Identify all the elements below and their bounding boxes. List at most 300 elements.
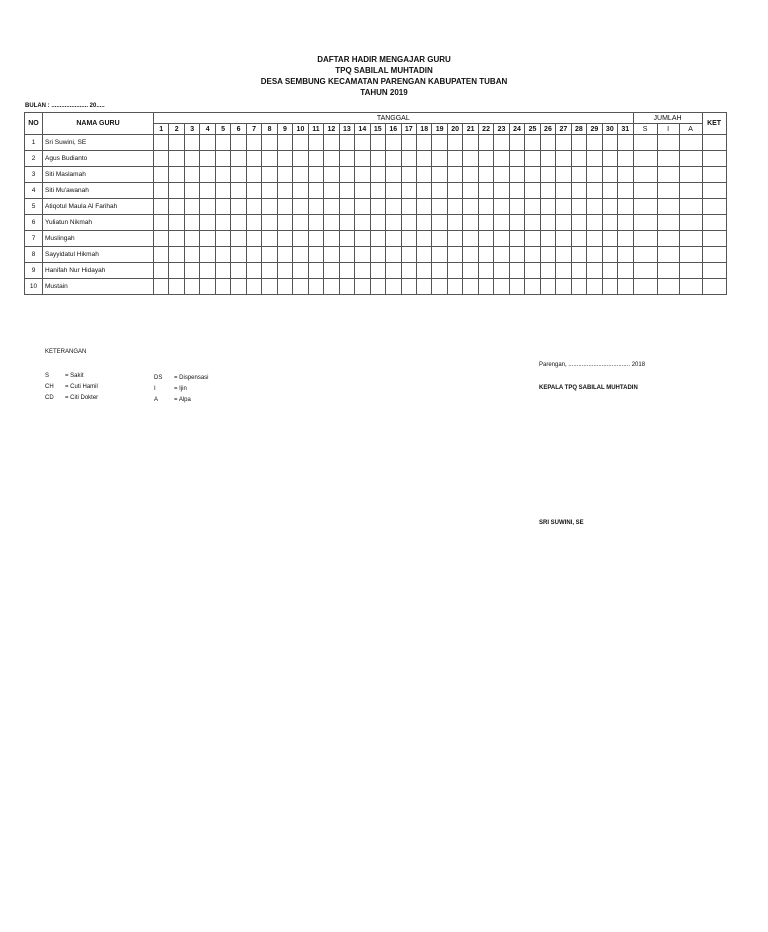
ket-cell (702, 135, 726, 151)
day-cell (200, 263, 215, 279)
header-day-5: 5 (215, 124, 230, 135)
jumlah-cell (633, 151, 657, 167)
day-cell (262, 247, 277, 263)
header-jumlah-s: S (633, 124, 657, 135)
header-day-11: 11 (308, 124, 323, 135)
day-cell (293, 167, 308, 183)
table-row (25, 199, 727, 215)
day-cell (324, 199, 339, 215)
ket-cell (702, 215, 726, 231)
day-cell (308, 263, 323, 279)
day-cell (587, 199, 602, 215)
header-day-10: 10 (293, 124, 308, 135)
day-cell (386, 247, 401, 263)
teacher-name: Sayyidatul Hikmah (43, 247, 154, 263)
day-cell (231, 167, 246, 183)
day-cell (370, 183, 385, 199)
day-cell (293, 263, 308, 279)
day-cell (401, 215, 416, 231)
header-day-9: 9 (277, 124, 292, 135)
day-cell (509, 199, 524, 215)
day-cell (525, 151, 540, 167)
legend-code: A (154, 397, 159, 403)
row-number: 5 (25, 199, 43, 215)
signature-date-line: Parengan, ..................................... 2018 (539, 362, 646, 368)
jumlah-cell (633, 199, 657, 215)
day-cell (308, 247, 323, 263)
jumlah-cell (657, 135, 679, 151)
day-cell (277, 151, 292, 167)
day-cell (262, 263, 277, 279)
day-cell (339, 247, 354, 263)
day-cell (200, 183, 215, 199)
day-cell (169, 247, 184, 263)
day-cell (215, 135, 230, 151)
day-cell (618, 231, 634, 247)
day-cell (556, 151, 571, 167)
day-cell (494, 247, 509, 263)
day-cell (540, 135, 555, 151)
legend-code: CD (45, 395, 54, 401)
day-cell (308, 199, 323, 215)
day-cell (416, 279, 431, 295)
day-cell (509, 247, 524, 263)
day-cell (355, 231, 370, 247)
day-cell (618, 215, 634, 231)
day-cell (262, 167, 277, 183)
day-cell (494, 183, 509, 199)
day-cell (540, 183, 555, 199)
header-day-18: 18 (416, 124, 431, 135)
header-day-1: 1 (154, 124, 169, 135)
day-cell (571, 231, 586, 247)
day-cell (293, 151, 308, 167)
day-cell (432, 247, 447, 263)
day-cell (494, 231, 509, 247)
day-cell (618, 199, 634, 215)
header-day-17: 17 (401, 124, 416, 135)
keterangan-title: KETERANGAN (45, 349, 87, 355)
day-cell (478, 183, 493, 199)
day-cell (478, 247, 493, 263)
day-cell (215, 151, 230, 167)
jumlah-cell (633, 279, 657, 295)
day-cell (184, 263, 199, 279)
header-day-29: 29 (587, 124, 602, 135)
jumlah-cell (657, 151, 679, 167)
day-cell (370, 279, 385, 295)
day-cell (463, 199, 478, 215)
header-tanggal: TANGGAL (154, 113, 634, 124)
table-row (25, 167, 727, 183)
signature-name: SRI SUWINI, SE (539, 520, 584, 526)
jumlah-cell (657, 183, 679, 199)
day-cell (556, 215, 571, 231)
day-cell (200, 247, 215, 263)
day-cell (463, 263, 478, 279)
day-cell (169, 279, 184, 295)
day-cell (525, 167, 540, 183)
day-cell (416, 151, 431, 167)
day-cell (587, 215, 602, 231)
header-day-8: 8 (262, 124, 277, 135)
day-cell (293, 247, 308, 263)
day-cell (509, 263, 524, 279)
day-cell (246, 279, 261, 295)
teacher-name: Agus Budianto (43, 151, 154, 167)
day-cell (540, 247, 555, 263)
day-cell (463, 167, 478, 183)
day-cell (432, 167, 447, 183)
header-day-26: 26 (540, 124, 555, 135)
day-cell (401, 263, 416, 279)
day-cell (246, 167, 261, 183)
day-cell (540, 231, 555, 247)
day-cell (154, 183, 169, 199)
header-ket: KET (702, 113, 726, 135)
day-cell (308, 215, 323, 231)
day-cell (401, 247, 416, 263)
day-cell (154, 215, 169, 231)
day-cell (478, 151, 493, 167)
day-cell (184, 279, 199, 295)
jumlah-cell (633, 231, 657, 247)
day-cell (556, 199, 571, 215)
header-day-31: 31 (618, 124, 634, 135)
day-cell (447, 231, 462, 247)
teacher-name: Muslingah (43, 231, 154, 247)
day-cell (432, 279, 447, 295)
day-cell (262, 151, 277, 167)
day-cell (324, 151, 339, 167)
day-cell (587, 183, 602, 199)
day-cell (169, 231, 184, 247)
title-line-3: DESA SEMBUNG KECAMATAN PARENGAN KABUPATEN TUBAN (260, 77, 508, 86)
day-cell (509, 151, 524, 167)
day-cell (324, 135, 339, 151)
day-cell (293, 279, 308, 295)
day-cell (339, 199, 354, 215)
day-cell (169, 135, 184, 151)
day-cell (200, 151, 215, 167)
day-cell (169, 183, 184, 199)
ket-cell (702, 279, 726, 295)
day-cell (571, 215, 586, 231)
day-cell (339, 279, 354, 295)
day-cell (293, 183, 308, 199)
day-cell (293, 199, 308, 215)
attendance-table (24, 112, 727, 295)
day-cell (200, 215, 215, 231)
header-day-30: 30 (602, 124, 617, 135)
day-cell (587, 231, 602, 247)
day-cell (215, 279, 230, 295)
header-jumlah-i: I (657, 124, 679, 135)
day-cell (339, 135, 354, 151)
header-day-2: 2 (169, 124, 184, 135)
legend-code: CH (45, 384, 54, 390)
day-cell (463, 215, 478, 231)
row-number: 7 (25, 231, 43, 247)
day-cell (293, 215, 308, 231)
day-cell (447, 151, 462, 167)
day-cell (154, 279, 169, 295)
legend-desc: = Ijin (174, 386, 187, 392)
day-cell (386, 151, 401, 167)
day-cell (447, 199, 462, 215)
day-cell (215, 263, 230, 279)
jumlah-cell (657, 215, 679, 231)
day-cell (525, 215, 540, 231)
day-cell (308, 151, 323, 167)
day-cell (416, 167, 431, 183)
legend-item (154, 384, 209, 395)
day-cell (339, 215, 354, 231)
day-cell (324, 215, 339, 231)
day-cell (339, 231, 354, 247)
day-cell (618, 135, 634, 151)
day-cell (231, 247, 246, 263)
day-cell (571, 279, 586, 295)
day-cell (184, 247, 199, 263)
day-cell (587, 135, 602, 151)
day-cell (401, 183, 416, 199)
day-cell (169, 167, 184, 183)
jumlah-cell (657, 247, 679, 263)
day-cell (401, 279, 416, 295)
teacher-name: Sri Suwini, SE (43, 135, 154, 151)
day-cell (355, 135, 370, 151)
day-cell (602, 279, 617, 295)
day-cell (231, 151, 246, 167)
day-cell (184, 151, 199, 167)
day-cell (525, 231, 540, 247)
day-cell (246, 215, 261, 231)
day-cell (447, 215, 462, 231)
header-day-15: 15 (370, 124, 385, 135)
jumlah-cell (679, 279, 702, 295)
day-cell (386, 231, 401, 247)
day-cell (556, 263, 571, 279)
row-number: 10 (25, 279, 43, 295)
day-cell (432, 263, 447, 279)
day-cell (525, 135, 540, 151)
header-day-12: 12 (324, 124, 339, 135)
day-cell (200, 167, 215, 183)
day-cell (370, 231, 385, 247)
day-cell (169, 215, 184, 231)
day-cell (231, 183, 246, 199)
legend-item (45, 382, 98, 393)
day-cell (540, 215, 555, 231)
day-cell (355, 247, 370, 263)
day-cell (618, 263, 634, 279)
table-row (25, 151, 727, 167)
legend-left (45, 371, 98, 404)
jumlah-cell (679, 215, 702, 231)
day-cell (277, 199, 292, 215)
day-cell (494, 263, 509, 279)
day-cell (587, 279, 602, 295)
day-cell (447, 183, 462, 199)
day-cell (370, 263, 385, 279)
row-number: 1 (25, 135, 43, 151)
day-cell (277, 135, 292, 151)
day-cell (231, 279, 246, 295)
day-cell (525, 199, 540, 215)
day-cell (509, 215, 524, 231)
day-cell (386, 167, 401, 183)
day-cell (432, 151, 447, 167)
jumlah-cell (679, 135, 702, 151)
day-cell (386, 215, 401, 231)
day-cell (293, 231, 308, 247)
legend-item (45, 371, 98, 382)
day-cell (339, 263, 354, 279)
day-cell (215, 247, 230, 263)
day-cell (571, 135, 586, 151)
day-cell (386, 199, 401, 215)
day-cell (602, 247, 617, 263)
day-cell (618, 167, 634, 183)
day-cell (277, 183, 292, 199)
day-cell (401, 135, 416, 151)
day-cell (324, 247, 339, 263)
day-cell (154, 231, 169, 247)
header-day-19: 19 (432, 124, 447, 135)
day-cell (308, 167, 323, 183)
header-day-22: 22 (478, 124, 493, 135)
legend-desc: = Sakit (65, 373, 84, 379)
header-day-27: 27 (556, 124, 571, 135)
day-cell (246, 231, 261, 247)
legend-item (154, 373, 209, 384)
day-cell (509, 135, 524, 151)
table-row (25, 215, 727, 231)
day-cell (355, 183, 370, 199)
day-cell (602, 231, 617, 247)
day-cell (184, 215, 199, 231)
day-cell (587, 263, 602, 279)
day-cell (416, 263, 431, 279)
day-cell (602, 199, 617, 215)
signature-role: KEPALA TPQ SABILAL MUHTADIN (539, 385, 638, 391)
day-cell (355, 151, 370, 167)
day-cell (540, 263, 555, 279)
day-cell (355, 263, 370, 279)
day-cell (478, 167, 493, 183)
day-cell (618, 151, 634, 167)
jumlah-cell (633, 247, 657, 263)
header-day-3: 3 (184, 124, 199, 135)
day-cell (432, 231, 447, 247)
jumlah-cell (657, 199, 679, 215)
day-cell (478, 135, 493, 151)
day-cell (215, 167, 230, 183)
day-cell (602, 183, 617, 199)
day-cell (463, 183, 478, 199)
header-day-16: 16 (386, 124, 401, 135)
row-number: 2 (25, 151, 43, 167)
day-cell (370, 167, 385, 183)
header-day-14: 14 (355, 124, 370, 135)
legend-code: S (45, 373, 50, 379)
header-nama-guru: NAMA GURU (43, 113, 154, 135)
day-cell (246, 135, 261, 151)
jumlah-cell (657, 279, 679, 295)
day-cell (509, 167, 524, 183)
header-day-6: 6 (231, 124, 246, 135)
day-cell (154, 263, 169, 279)
day-cell (556, 167, 571, 183)
day-cell (525, 279, 540, 295)
day-cell (447, 263, 462, 279)
ket-cell (702, 167, 726, 183)
day-cell (571, 247, 586, 263)
legend-desc: = Dispensasi (174, 375, 209, 381)
day-cell (494, 167, 509, 183)
day-cell (200, 279, 215, 295)
day-cell (556, 231, 571, 247)
day-cell (602, 215, 617, 231)
day-cell (277, 247, 292, 263)
day-cell (200, 231, 215, 247)
day-cell (215, 183, 230, 199)
day-cell (602, 151, 617, 167)
day-cell (478, 279, 493, 295)
day-cell (386, 279, 401, 295)
jumlah-cell (633, 215, 657, 231)
day-cell (618, 279, 634, 295)
day-cell (571, 167, 586, 183)
legend-desc: = Citi Dokter (65, 395, 99, 401)
table-row (25, 263, 727, 279)
day-cell (370, 135, 385, 151)
day-cell (525, 263, 540, 279)
day-cell (494, 151, 509, 167)
day-cell (587, 151, 602, 167)
day-cell (478, 263, 493, 279)
row-number: 9 (25, 263, 43, 279)
teacher-name: Siti Mu'awanah (43, 183, 154, 199)
day-cell (556, 183, 571, 199)
day-cell (184, 199, 199, 215)
day-cell (277, 167, 292, 183)
day-cell (215, 231, 230, 247)
day-cell (556, 247, 571, 263)
row-number: 3 (25, 167, 43, 183)
day-cell (277, 231, 292, 247)
header-day-7: 7 (246, 124, 261, 135)
header-jumlah-a: A (679, 124, 702, 135)
day-cell (262, 215, 277, 231)
jumlah-cell (679, 247, 702, 263)
table-row (25, 279, 727, 295)
teacher-name: Yuliatun Nikmah (43, 215, 154, 231)
day-cell (478, 231, 493, 247)
day-cell (587, 247, 602, 263)
jumlah-cell (657, 231, 679, 247)
day-cell (602, 167, 617, 183)
teacher-name: Atiqotul Maula Al Farihah (43, 199, 154, 215)
day-cell (370, 199, 385, 215)
day-cell (556, 279, 571, 295)
day-cell (463, 247, 478, 263)
ket-cell (702, 183, 726, 199)
day-cell (246, 247, 261, 263)
day-cell (509, 183, 524, 199)
title-line-1: DAFTAR HADIR MENGAJAR GURU (317, 55, 451, 64)
